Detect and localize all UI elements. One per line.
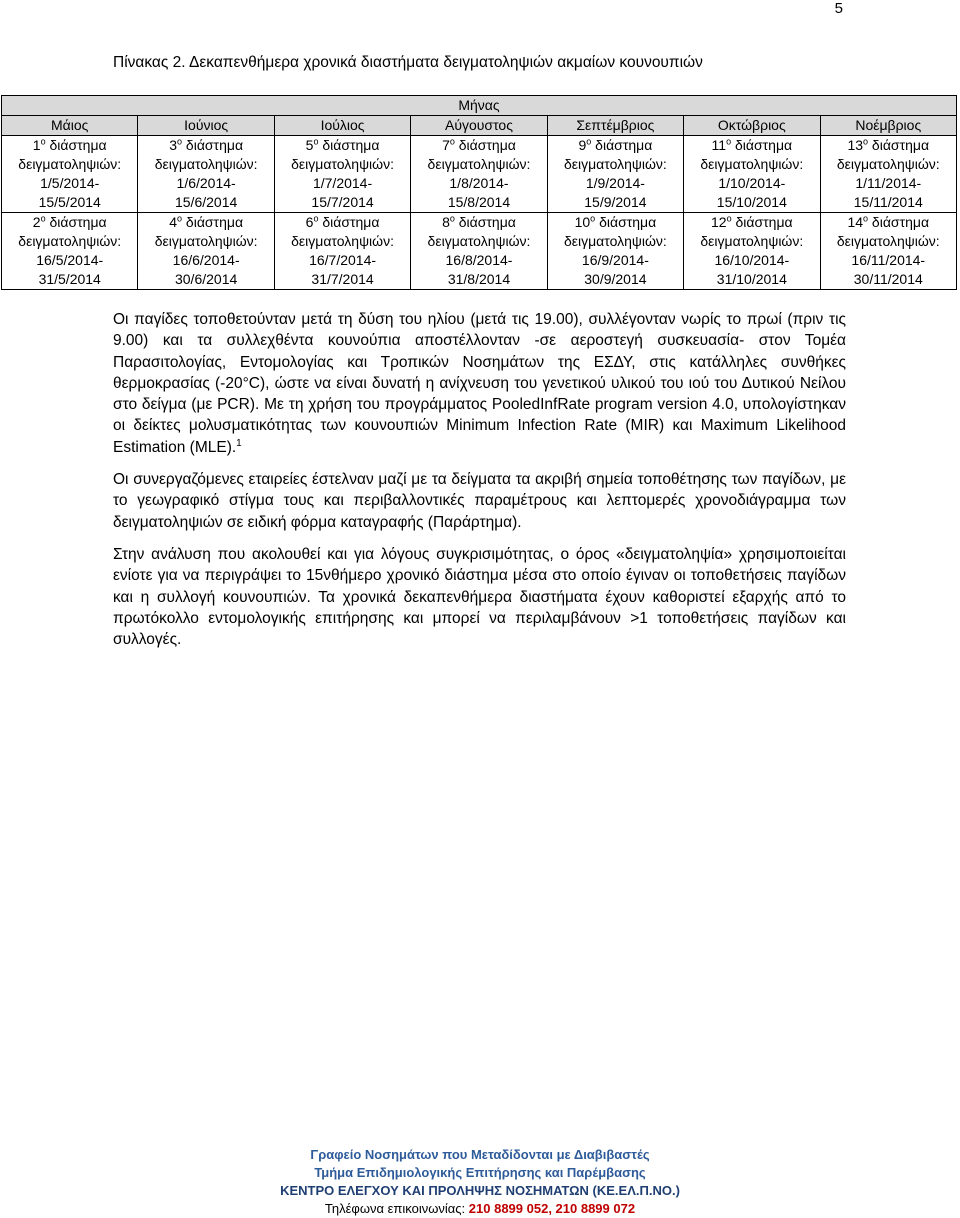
month-header-cell: Αύγουστος [411, 116, 547, 136]
ordinal-suffix: ο [40, 136, 46, 147]
table-body [2, 136, 957, 290]
ordinal-suffix: ο [863, 213, 869, 224]
interval-number: 13 [847, 137, 864, 153]
month-header-cell: Μάιος [2, 116, 138, 136]
month-header-cell: Νοέμβριος [820, 116, 956, 136]
paragraph-methods-text: Οι παγίδες τοποθετούνταν μετά τη δύση του ηλίου (μετά τις 19.00), συλλέγονταν νωρίς το πρωί (πριν τις 9.00) και τα συλλεχθέντα κουνούπια αποστέλλονταν -σε αεροστεγή συσκευασία- στον Τομέα Παρασιτολογίας, Εντομολογίας και Τροπικών Νοσημάτων της ΕΣΔΥ, στις κατάλληλες συνθήκες θερμοκρασίας (-20°C), ώστε να είναι δυνατή η ανίχνευση του γενετικού υλικού του ιού του Δυτικού Νείλου στο δείγμα (με PCR). Με τη χρήση του προγράμματος PooledInfRate program version 4.0, υπολογίστηκαν οι δείκτες μολυσματικότητας των κουνουπιών Minimum Infection Rate (MIR) και Maximum Likelihood Estimation (MLE). [113, 311, 846, 456]
interval-end: 31/8/2014 [447, 271, 511, 287]
interval-word: δειγματοληψιών: [563, 156, 667, 172]
interval-end: 30/6/2014 [174, 271, 238, 287]
interval-end: 30/11/2014 [853, 271, 923, 287]
interval-ordinal [822, 213, 955, 232]
interval-ordinal [276, 136, 409, 155]
interval-start: 16/8/2014- [445, 252, 513, 268]
footnote-ref: 1 [236, 437, 242, 449]
ordinal-suffix: ο [313, 213, 319, 224]
interval-start: 16/6/2014- [172, 252, 240, 268]
ordinal-suffix: ο [590, 213, 596, 224]
ordinal-suffix: ο [863, 136, 869, 147]
interval-label: διάστημα [868, 214, 930, 230]
footer-phones: 210 8899 052, 210 8899 072 [468, 1201, 636, 1216]
interval-number: 2 [32, 214, 41, 230]
interval-number: 5 [305, 137, 314, 153]
interval-label: διάστημα [318, 214, 380, 230]
interval-cell [138, 213, 274, 290]
interval-start: 1/10/2014- [718, 175, 786, 191]
interval-cell [138, 136, 274, 213]
interval-start: 1/7/2014- [312, 175, 373, 191]
table-row [2, 213, 957, 290]
interval-ordinal [685, 213, 818, 232]
page-footer [0, 1146, 960, 1218]
month-header-cell: Ιούλιος [274, 116, 410, 136]
interval-end: 15/11/2014 [853, 194, 923, 210]
interval-word: δειγματοληψιών: [291, 233, 394, 249]
interval-ordinal [549, 136, 682, 155]
ordinal-suffix: ο [586, 136, 592, 147]
interval-start: 1/9/2014- [585, 175, 645, 191]
interval-ordinal [685, 136, 818, 155]
interval-ordinal [412, 213, 545, 232]
interval-label: διάστημα [454, 214, 516, 230]
interval-number: 1 [32, 137, 41, 153]
interval-word: δειγματοληψιών: [836, 233, 940, 249]
ordinal-suffix: ο [177, 136, 183, 147]
interval-cell [820, 136, 956, 213]
sampling-intervals-table [1, 95, 957, 290]
interval-number: 11 [711, 137, 727, 153]
interval-cell [2, 136, 138, 213]
interval-word: δειγματοληψιών: [427, 233, 531, 249]
month-header-cell: Ιούνιος [138, 116, 274, 136]
interval-start: 16/9/2014- [581, 252, 649, 268]
interval-end: 31/7/2014 [311, 271, 374, 287]
interval-word: δειγματοληψιών: [18, 233, 122, 249]
interval-cell [684, 136, 820, 213]
interval-end: 15/9/2014 [584, 194, 647, 210]
interval-label: διάστημα [868, 137, 930, 153]
interval-cell [547, 213, 683, 290]
interval-cell [547, 136, 683, 213]
paragraph-cooperation: Οι συνεργαζόμενες εταιρείες έστελναν μαζί με τα δείγματα τα ακριβή σημεία τοποθέτησης των παγίδων, με το γεωγραφικό στίγμα τους και περιβαλλοντικές παραμέτρους και λεπτομερές χρονοδιάγραμμα των δειγματοληψιών σε ειδική φόρμα καταγραφής (Παράρτημα). [113, 471, 846, 531]
page-number: 5 [834, 0, 843, 17]
interval-start: 1/8/2014- [449, 175, 509, 191]
interval-number: 6 [305, 214, 314, 230]
interval-word: δειγματοληψιών: [427, 156, 531, 172]
interval-number: 7 [442, 137, 450, 153]
interval-number: 10 [574, 214, 591, 230]
interval-label: διάστημα [731, 137, 793, 153]
ordinal-suffix: ο [726, 213, 732, 224]
interval-start: 1/6/2014- [176, 175, 236, 191]
footer-phone-label: Τηλέφωνα επικοινωνίας: [324, 1201, 469, 1216]
interval-cell [2, 213, 138, 290]
interval-number: 9 [578, 137, 587, 153]
interval-ordinal [139, 136, 272, 155]
ordinal-suffix: ο [726, 136, 732, 147]
interval-word: δειγματοληψιών: [700, 233, 804, 249]
table-caption: Πίνακας 2. Δεκαπενθήμερα χρονικά διαστήματα δειγματοληψιών ακμαίων κουνουπιών [113, 54, 703, 71]
interval-number: 12 [711, 214, 727, 230]
table-row [2, 136, 957, 213]
interval-start: 16/11/2014- [851, 252, 926, 268]
interval-cell [274, 213, 410, 290]
interval-label: διάστημα [595, 214, 657, 230]
interval-label: διάστημα [182, 137, 244, 153]
ordinal-suffix: ο [40, 213, 46, 224]
month-header-cell: Οκτώβριος [684, 116, 820, 136]
interval-label: διάστημα [454, 137, 516, 153]
interval-start: 16/10/2014- [714, 252, 790, 268]
interval-number: 8 [442, 214, 450, 230]
interval-ordinal [276, 213, 409, 232]
interval-word: δειγματοληψιών: [563, 233, 667, 249]
footer-department: Τμήμα Επιδημιολογικής Επιτήρησης και Παρέμβασης [314, 1165, 646, 1180]
interval-cell [274, 136, 410, 213]
interval-start: 1/5/2014- [40, 175, 100, 191]
interval-ordinal [822, 136, 955, 155]
interval-end: 15/6/2014 [174, 194, 238, 210]
interval-end: 15/5/2014 [38, 194, 101, 210]
interval-word: δειγματοληψιών: [836, 156, 940, 172]
interval-ordinal [139, 213, 272, 232]
interval-number: 14 [847, 214, 864, 230]
interval-ordinal [3, 213, 136, 232]
ordinal-suffix: ο [313, 136, 319, 147]
interval-ordinal [3, 136, 136, 155]
interval-ordinal [412, 136, 545, 155]
interval-number: 4 [169, 214, 178, 230]
month-header-cell: Σεπτέμβριος [547, 116, 683, 136]
interval-cell [411, 136, 547, 213]
interval-number: 3 [169, 137, 178, 153]
interval-end: 15/8/2014 [447, 194, 511, 210]
interval-ordinal [549, 213, 682, 232]
interval-cell [820, 213, 956, 290]
paragraph-methods [113, 309, 846, 458]
interval-start: 16/7/2014- [309, 252, 377, 268]
interval-cell [684, 213, 820, 290]
interval-end: 15/10/2014 [716, 194, 787, 210]
interval-cell [411, 213, 547, 290]
interval-label: διάστημα [182, 214, 244, 230]
interval-word: δειγματοληψιών: [154, 233, 258, 249]
interval-end: 15/7/2014 [311, 194, 374, 210]
interval-end: 31/10/2014 [716, 271, 787, 287]
footer-office: Γραφείο Νοσημάτων που Μεταδίδονται με Διαβιβαστές [310, 1147, 650, 1162]
interval-word: δειγματοληψιών: [18, 156, 122, 172]
ordinal-suffix: ο [449, 213, 455, 224]
footer-contact [0, 1200, 960, 1218]
table-group-header: Μήνας [2, 96, 957, 116]
interval-word: δειγματοληψιών: [291, 156, 394, 172]
months-header-row [2, 116, 957, 136]
interval-label: διάστημα [731, 214, 793, 230]
ordinal-suffix: ο [449, 136, 455, 147]
interval-start: 1/11/2014- [855, 175, 922, 191]
interval-label: διάστημα [591, 137, 653, 153]
interval-label: διάστημα [45, 137, 107, 153]
interval-word: δειγματοληψιών: [700, 156, 804, 172]
interval-label: διάστημα [45, 214, 107, 230]
ordinal-suffix: ο [177, 213, 183, 224]
interval-end: 30/9/2014 [584, 271, 647, 287]
interval-word: δειγματοληψιών: [154, 156, 258, 172]
interval-end: 31/5/2014 [38, 271, 101, 287]
interval-start: 16/5/2014- [36, 252, 104, 268]
interval-label: διάστημα [318, 137, 380, 153]
footer-organization: ΚΕΝΤΡΟ ΕΛΕΓΧΟΥ ΚΑΙ ΠΡΟΛΗΨΗΣ ΝΟΣΗΜΑΤΩΝ (ΚΕ.ΕΛ.Π.ΝΟ.) [280, 1183, 680, 1198]
paragraph-analysis: Στην ανάλυση που ακολουθεί και για λόγους συγκρισιμότητας, ο όρος «δειγματοληψία» χρησιμοποιείται ενίοτε για να περιγράψει το 15νθήμερο χρονικό διάστημα μέσα στο οποίο έγιναν οι τοποθετήσεις παγίδων και η συλλογή κουνουπιών. Τα χρονικά δεκαπενθήμερα διαστήματα έχουν καθοριστεί εξαρχής από το πρωτόκολλο εντομολογικής επιτήρησης και μπορεί να περιλαμβάνουν >1 τοποθετήσεις παγίδων και συλλογές. [113, 546, 846, 649]
